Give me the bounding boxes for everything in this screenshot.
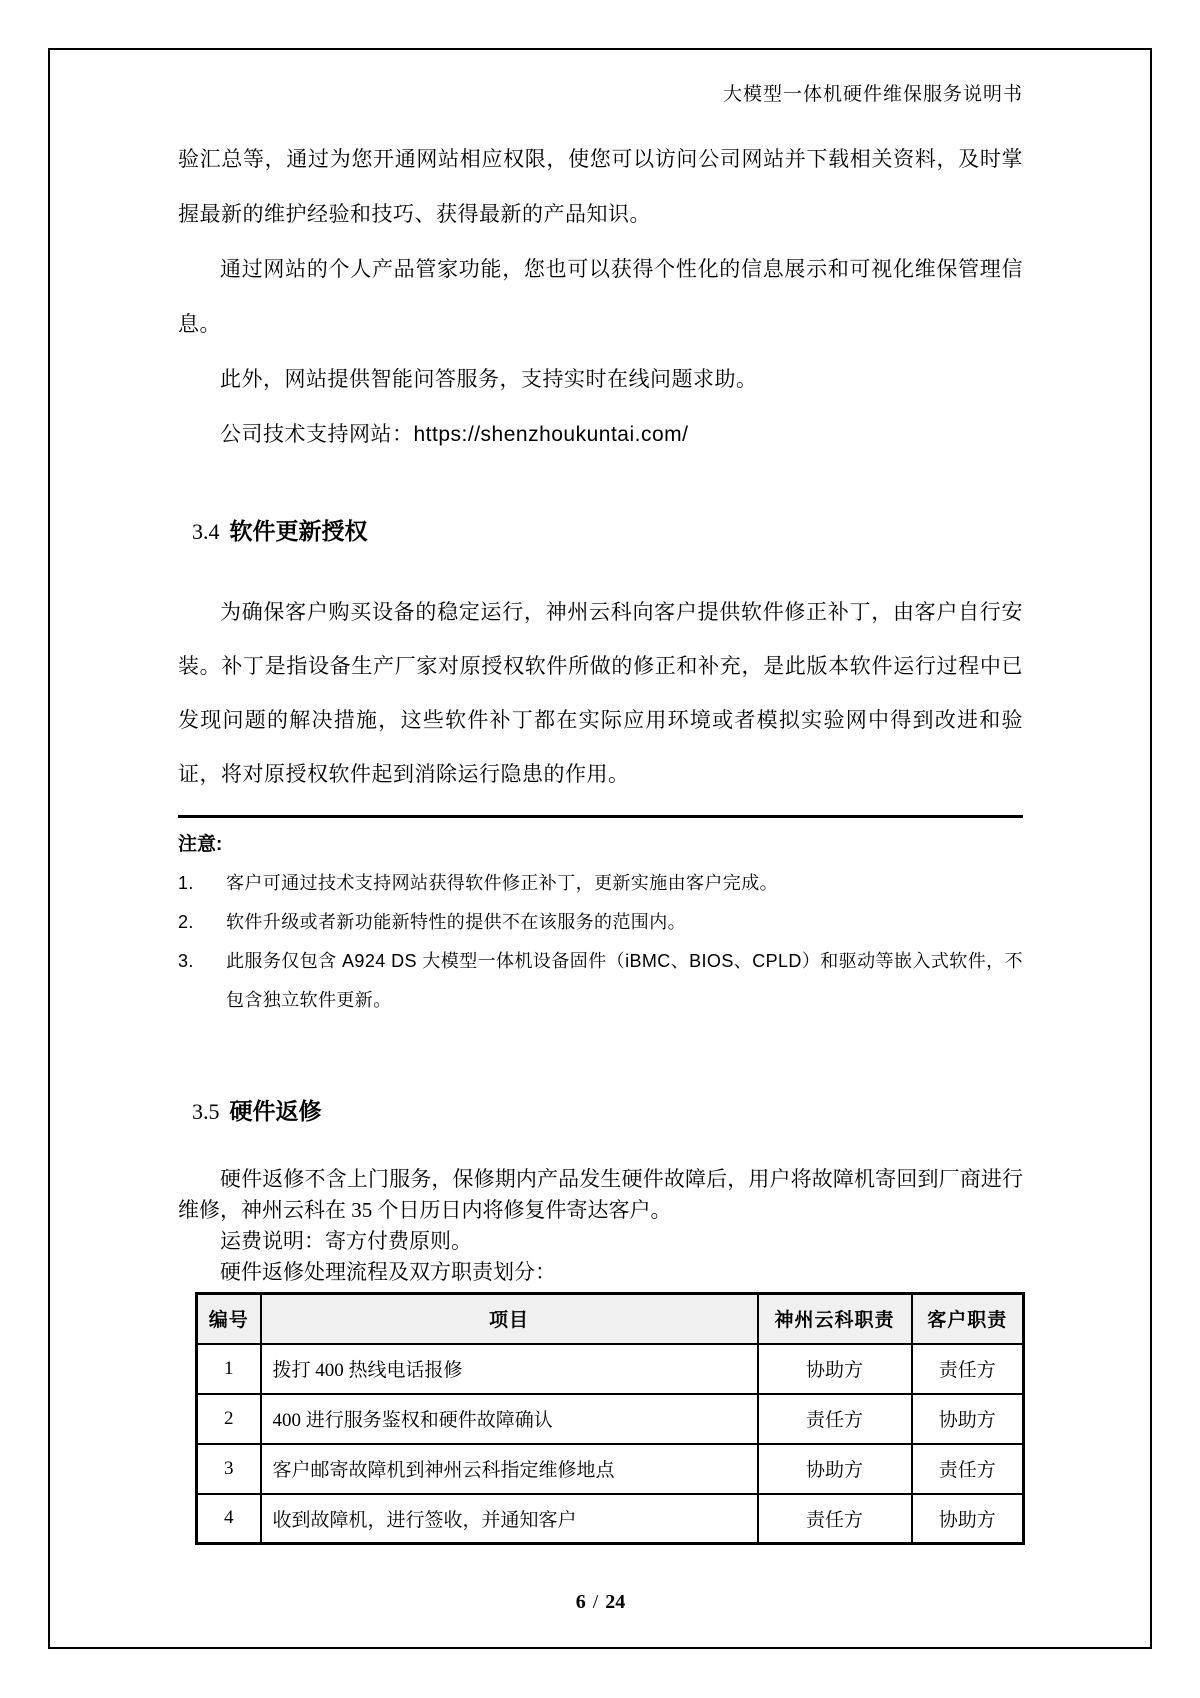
page-number-total: 24 — [605, 1591, 626, 1613]
note-item — [178, 942, 1023, 1020]
document-page — [48, 48, 1152, 1649]
cell-customer-duty: 责任方 — [912, 1344, 1024, 1394]
section-3-4-title: 软件更新授权 — [229, 518, 368, 544]
cell-vendor-duty: 责任方 — [758, 1494, 912, 1544]
repair-duty-table — [195, 1292, 1025, 1545]
section-3-4-body: 为确保客户购买设备的稳定运行，神州云科向客户提供软件修正补丁，由客户自行安装。补丁是指设备生产厂家对原授权软件所做的修正和补充，是此版本软件运行过程中已发现问题的解决措施，这些软件补丁都在实际应用环境或者模拟实验网中得到改进和验证，将对原授权软件起到消除运行隐患的作用。 — [178, 601, 1023, 786]
section-3-5-paragraph-1: 硬件返修不含上门服务，保修期内产品发生硬件故障后，用户将故障机寄回到厂商进行维修，神州云科在 35 个日历日内将修复件寄达客户。 — [178, 1167, 1023, 1222]
cell-item: 拨打 400 热线电话报修 — [261, 1344, 758, 1394]
table-row — [197, 1494, 1024, 1544]
cell-item: 客户邮寄故障机到神州云科指定维修地点 — [261, 1444, 758, 1494]
column-header-no: 编号 — [197, 1294, 261, 1344]
column-header-item: 项目 — [261, 1294, 758, 1344]
cell-customer-duty: 协助方 — [912, 1394, 1024, 1444]
section-3-4-number: 3.4 — [192, 519, 220, 544]
section-3-5-number: 3.5 — [192, 1099, 220, 1124]
page-number-current: 6 — [575, 1591, 586, 1613]
cell-vendor-duty: 协助方 — [758, 1444, 912, 1494]
column-header-customer-duty: 客户职责 — [912, 1294, 1024, 1344]
note-divider-rule — [178, 815, 1023, 818]
note-list — [178, 864, 1023, 1020]
cell-vendor-duty: 协助方 — [758, 1344, 912, 1394]
section-3-5-paragraph-shipping: 运费说明：寄方付费原则。 — [220, 1229, 472, 1253]
cell-customer-duty: 协助方 — [912, 1494, 1024, 1544]
intro-paragraph-3: 此外，网站提供智能问答服务，支持实时在线问题求助。 — [220, 368, 758, 391]
running-header-title: 大模型一体机硬件维保服务说明书 — [722, 84, 1023, 105]
cell-vendor-duty: 责任方 — [758, 1394, 912, 1444]
section-3-5-heading — [192, 1098, 1023, 1128]
cell-no: 4 — [197, 1494, 261, 1544]
note-item-number: 1. — [178, 873, 194, 893]
cell-no: 3 — [197, 1444, 261, 1494]
table-row — [197, 1444, 1024, 1494]
section-3-5-paragraph-table-intro: 硬件返修处理流程及双方职责划分： — [220, 1260, 556, 1284]
table-row — [197, 1394, 1024, 1444]
note-item — [178, 864, 1023, 903]
cell-customer-duty: 责任方 — [912, 1444, 1024, 1494]
note-item-text: 软件升级或者新功能新特性的提供不在该服务的范围内。 — [226, 912, 686, 932]
page-footer — [178, 1591, 1023, 1613]
intro-paragraph-support-url: 公司技术支持网站：https://shenzhoukuntai.com/ — [220, 423, 689, 446]
column-header-vendor-duty: 神州云科职责 — [758, 1294, 912, 1344]
page-number-separator: / — [592, 1591, 599, 1613]
section-3-5-title: 硬件返修 — [229, 1098, 322, 1124]
note-item-text: 客户可通过技术支持网站获得软件修正补丁，更新实施由客户完成。 — [226, 873, 778, 893]
note-item-text: 此服务仅包含 A924 DS 大模型一体机设备固件（iBMC、BIOS、CPLD）和驱动等嵌入式软件，不包含独立软件更新。 — [226, 951, 1023, 1010]
note-item-number: 3. — [178, 951, 194, 971]
table-row — [197, 1344, 1024, 1394]
intro-paragraph-2: 通过网站的个人产品管家功能，您也可以获得个性化的信息展示和可视化维保管理信息。 — [178, 258, 1023, 336]
note-label: 注意: — [178, 834, 223, 855]
note-item — [178, 903, 1023, 942]
cell-item: 收到故障机，进行签收，并通知客户 — [261, 1494, 758, 1544]
cell-no: 1 — [197, 1344, 261, 1394]
cell-item: 400 进行服务鉴权和硬件故障确认 — [261, 1394, 758, 1444]
note-item-number: 2. — [178, 912, 194, 932]
section-3-4-heading — [192, 518, 1023, 548]
table-header-row — [197, 1294, 1024, 1344]
cell-no: 2 — [197, 1394, 261, 1444]
intro-paragraph-1: 验汇总等，通过为您开通网站相应权限，使您可以访问公司网站并下载相关资料，及时掌握最新的维护经验和技巧、获得最新的产品知识。 — [178, 148, 1023, 226]
